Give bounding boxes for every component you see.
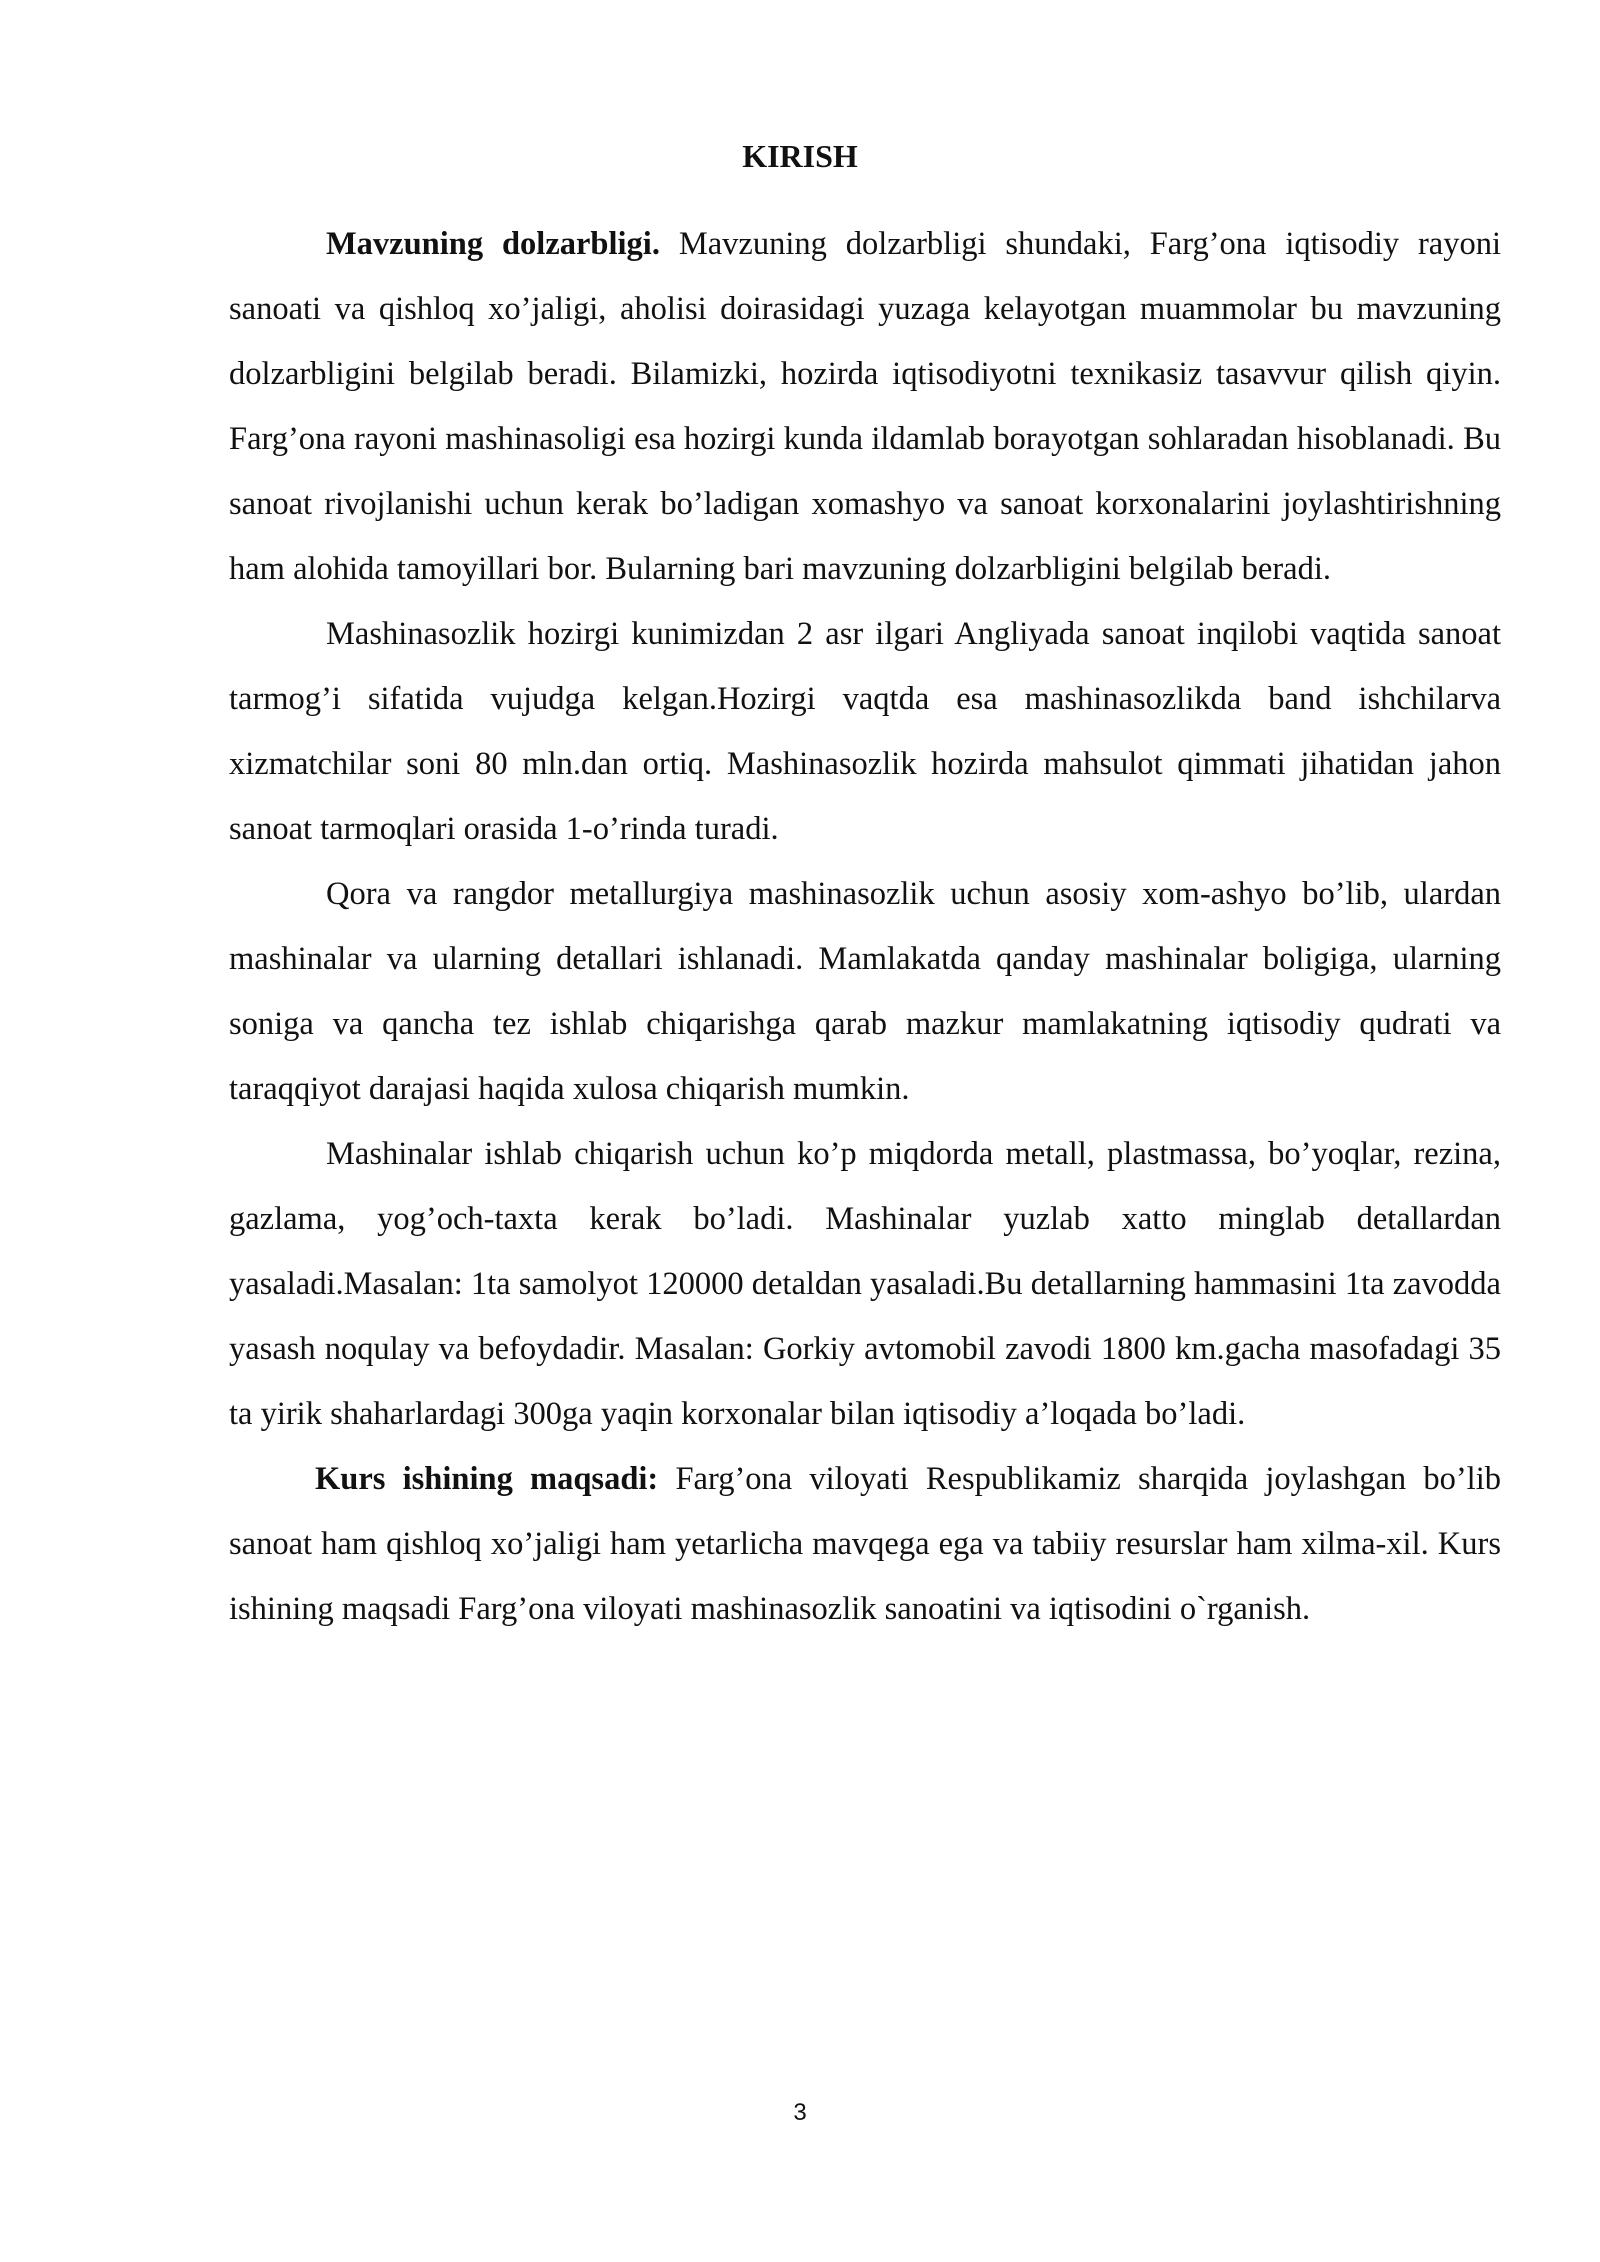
paragraph-lead-goal: Kurs ishining maqsadi: xyxy=(315,1461,659,1497)
paragraph-materials xyxy=(229,1122,1501,1447)
paragraph-relevance xyxy=(229,212,1501,602)
page-title: KIRISH xyxy=(742,138,858,174)
document-body xyxy=(229,212,1501,1642)
paragraph-text-metallurgy: Qora va rangdor metallurgiya mashinasozlik uchun asosiy xom-ashyo bo’lib, ulardan mashinalar va ularning detallari ishlanadi. Mamlakatda qanday mashinalar boligiga, ularning soniga va qancha tez ishlab chiqarishga qarab mazkur mamlakatning iqtisodiy qudrati va taraqqiyot darajasi haqida xulosa chiqarish mumkin. xyxy=(229,876,1501,1107)
paragraph-text-history: Mashinasozlik hozirgi kunimizdan 2 asr ilgari Angliyada sanoat inqilobi vaqtida sanoat tarmog’i sifatida vujudga kelgan.Hozirgi vaqtda esa mashinasozlikda band ishchilarva xizmatchilar soni 80 mln.dan ortiq. Mashinasozlik hozirda mahsulot qimmati jihatidan jahon sanoat tarmoqlari orasida 1-o’rinda turadi. xyxy=(229,616,1501,847)
page-number: 3 xyxy=(793,2099,807,2126)
paragraph-lead-relevance: Mavzuning dolzarbligi. xyxy=(326,226,660,262)
paragraph-text-relevance: Mavzuning dolzarbligi shundaki, Farg’ona iqtisodiy rayoni sanoati va qishloq xo’jaligi, aholisi doirasidagi yuzaga kelayotgan muammolar bu mavzuning dolzarbligini belgilab beradi. Bilamizki, hozirda iqtisodiyotni texnikasiz tasavvur qilish qiyin. Farg’ona rayoni mashinasoligi esa hozirgi kunda ildamlab borayotgan sohlaradan hisoblanadi. Bu sanoat rivojlanishi uchun kerak bo’ladigan xomashyo va sanoat korxonalarini joylashtirishning ham alohida tamoyillari bor. Bularning bari mavzuning dolzarbligini belgilab beradi. xyxy=(229,226,1501,587)
paragraph-course-goal xyxy=(229,1447,1501,1642)
paragraph-text-goal: Farg’ona viloyati Respublikamiz sharqida joylashgan bo’lib sanoat ham qishloq xo’jaligi ham yetarlicha mavqega ega va tabiiy resurslar ham xilma-xil. Kurs ishining maqsadi Farg’ona viloyati mashinasozlik sanoatini va iqtisodini o`rganish. xyxy=(229,1461,1501,1627)
paragraph-machinebuilding-history xyxy=(229,602,1501,862)
paragraph-metallurgy xyxy=(229,862,1501,1122)
paragraph-text-materials: Mashinalar ishlab chiqarish uchun ko’p miqdorda metall, plastmassa, bo’yoqlar, rezina, gazlama, yog’och-taxta kerak bo’ladi. Mashinalar yuzlab xatto minglab detallardan yasaladi.Masalan: 1ta samolyot 120000 detaldan yasaladi.Bu detallarning hammasini 1ta zavodda yasash noqulay va befoydadir. Masalan: Gorkiy avtomobil zavodi 1800 km.gacha masofadagi 35 ta yirik shaharlardagi 300ga yaqin korxonalar bilan iqtisodiy a’loqada bo’ladi. xyxy=(229,1136,1501,1432)
